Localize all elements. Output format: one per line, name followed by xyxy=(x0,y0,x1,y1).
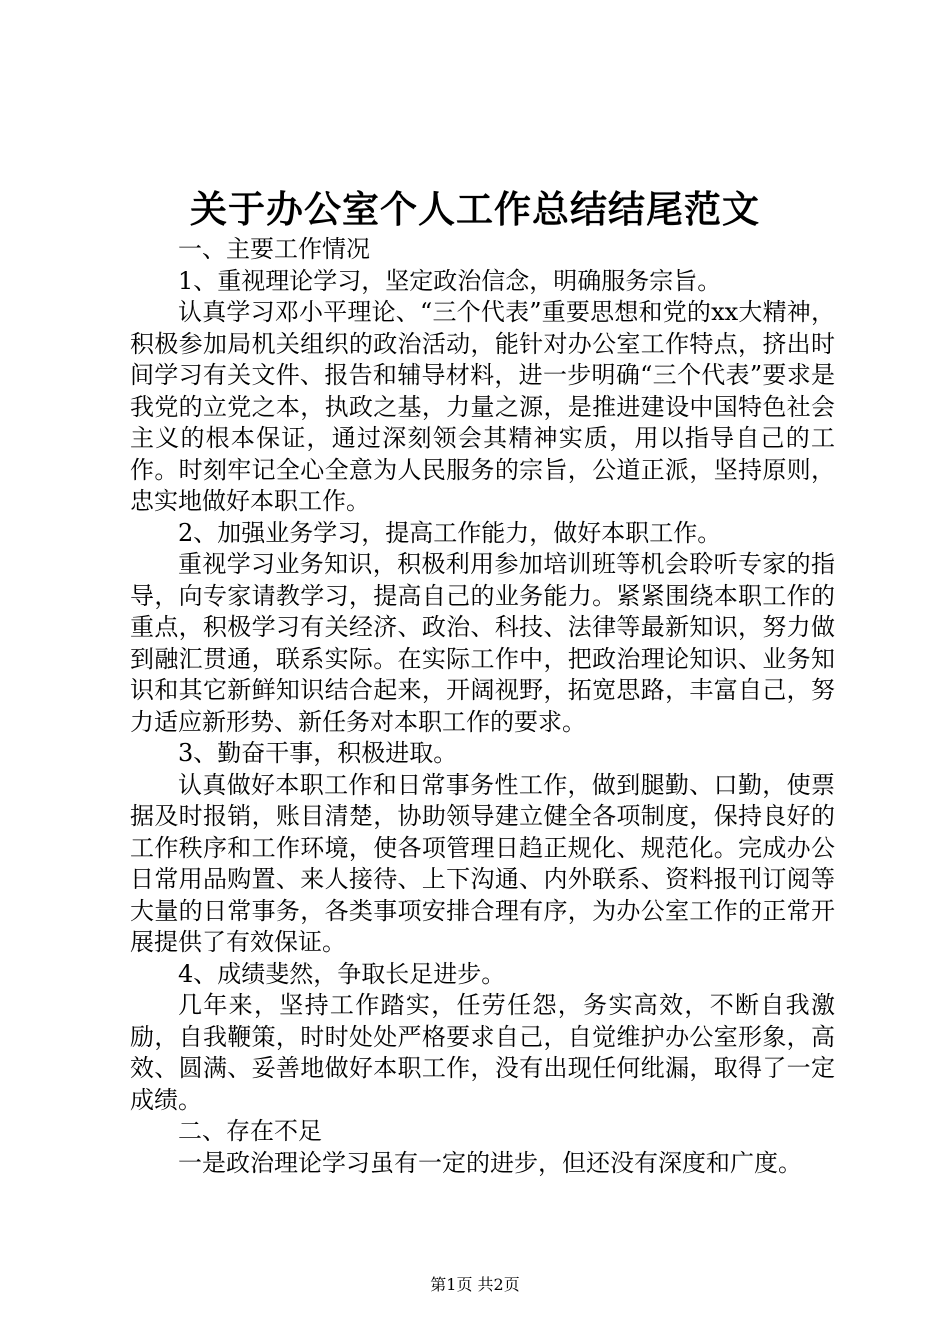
page-number: 第1页 共2页 xyxy=(430,1275,520,1294)
section-heading-shortcomings: 二、存在不足 xyxy=(178,1117,322,1145)
document-title: 关于办公室个人工作总结结尾范文 xyxy=(190,187,760,231)
paragraph-achievements: 几年来，坚持工作踏实，任劳任怨，务实高效，不断自我激励，自我鞭策，时时处处严格要求自己，自觉维护办公室形象，高效、圆满、妥善地做好本职工作，没有出现任何纰漏，取得了一定成绩。 xyxy=(130,991,835,1114)
subheading-business-study: 2、加强业务学习，提高工作能力，做好本职工作。 xyxy=(178,518,722,547)
subheading-diligence: 3、勤奋干事，积极进取。 xyxy=(178,739,458,767)
paragraph-business-study: 重视学习业务知识，积极利用参加培训班等机会聆听专家的指导，向专家请教学习，提高自己的业务能力。紧紧围绕本职工作的重点，积极学习有关经济、政治、科技、法律等最新知识，努力做到融汇贯通，联系实际。在实际工作中，把政治理论知识、业务知识和其它新鲜知识结合起来，开阔视野，拓宽思路，丰富自己，努力适应新形势、新任务对本职工作的要求。 xyxy=(130,550,835,736)
subheading-theory-study: 1、重视理论学习，坚定政治信念，明确服务宗旨。 xyxy=(178,266,722,295)
subheading-achievements: 4、成绩斐然，争取长足进步。 xyxy=(178,959,506,988)
document-body xyxy=(130,234,835,1179)
paragraph-diligence: 认真做好本职工作和日常事务性工作，做到腿勤、口勤，使票据及时报销，账目清楚，协助领导建立健全各项制度，保持良好的工作秩序和工作环境，使各项管理日趋正规化、规范化。完成办公日常用品购置、来人接待、上下沟通、内外联系、资料报刊订阅等大量的日常事务，各类事项安排合理有序，为办公室工作的正常开展提供了有效保证。 xyxy=(130,770,835,956)
paragraph-shortcomings: 一是政治理论学习虽有一定的进步，但还没有深度和广度。 xyxy=(178,1148,802,1177)
section-heading-main-work: 一、主要工作情况 xyxy=(178,235,370,263)
paragraph-theory-study: 认真学习邓小平理论、“三个代表”重要思想和党的xx大精神，积极参加局机关组织的政治活动，能针对办公室工作特点，挤出时间学习有关文件、报告和辅导材料，进一步明确“三个代表”要求是我党的立党之本，执政之基，力量之源，是推进建设中国特色社会主义的根本保证，通过深刻领会其精神实质，用以指导自己的工作。时刻牢记全心全意为人民服务的宗旨，公道正派，坚持原则，忠实地做好本职工作。 xyxy=(130,298,835,515)
